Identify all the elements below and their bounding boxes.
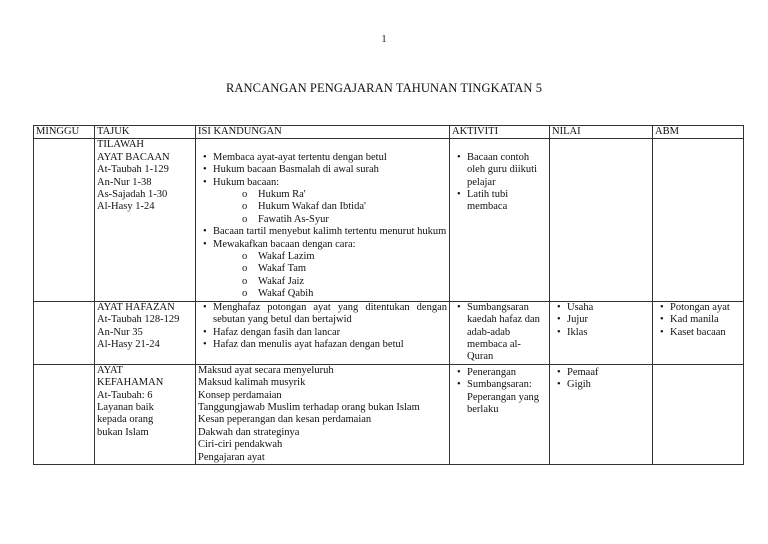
list-item: • Iklas <box>552 327 650 339</box>
table-header-row <box>34 126 744 139</box>
tajuk-line: Al-Hasy 1-24 <box>97 201 155 213</box>
isi-line: Dakwah dan strateginya <box>198 426 300 438</box>
header-tajuk: TAJUK <box>95 126 196 139</box>
isi-line: Kesan peperangan dan kesan perdamaian <box>198 414 372 426</box>
isi-line: Pengajaran ayat <box>198 451 265 463</box>
table-row <box>34 152 744 301</box>
list-item: • Gigih <box>552 379 650 391</box>
list-item: • Mewakafkan bacaan dengan cara: <box>198 239 447 251</box>
tajuk-line: AYAT <box>97 364 123 376</box>
header-isi-kandungan: ISI KANDUNGAN <box>196 126 450 139</box>
list-item: • Kad manila <box>655 314 741 326</box>
header-nilai: NILAI <box>550 126 653 139</box>
sub-list-item: o Hukum Wakaf dan Ibtida' <box>198 201 447 213</box>
header-aktiviti: AKTIVITI <box>450 126 550 139</box>
tajuk-cell <box>95 152 196 301</box>
sub-list-item: o Wakaf Qabih <box>198 288 447 300</box>
list-item: • Membaca ayat-ayat tertentu dengan betul <box>198 152 447 164</box>
list-item: • Hukum bacaan: <box>198 177 447 189</box>
list-item: • Latih tubi membaca <box>452 189 547 214</box>
nilai-cell <box>550 301 653 364</box>
tajuk-cell <box>95 364 196 464</box>
tajuk-line: bukan Islam <box>97 426 149 438</box>
isi-line: Konsep perdamaian <box>198 389 282 401</box>
list-item: • Kaset bacaan <box>655 327 741 339</box>
list-item: • Hukum bacaan Basmalah di awal surah <box>198 164 447 176</box>
tajuk-line: AYAT HAFAZAN <box>97 301 175 313</box>
isi-line: Ciri-ciri pendakwah <box>198 439 283 451</box>
aktiviti-cell <box>450 301 550 364</box>
isi-line: Tanggungjawab Muslim terhadap orang bukan Islam <box>198 401 420 413</box>
tajuk-line: As-Sajadah 1-30 <box>97 189 168 201</box>
table-row <box>34 364 744 464</box>
tajuk-line: Al-Hasy 21-24 <box>97 338 160 350</box>
list-item: • Penerangan <box>452 367 547 379</box>
nilai-cell <box>550 364 653 464</box>
isi-cell <box>196 152 450 301</box>
list-item: • Jujur <box>552 314 650 326</box>
tajuk-line: An-Nur 1-38 <box>97 176 152 188</box>
list-item: • Pemaaf <box>552 367 650 379</box>
isi-cell <box>196 364 450 464</box>
list-item: • Sumbangsaran kaedah hafaz dan adab-adab membaca al-Quran <box>452 302 547 364</box>
sub-list-item: o Wakaf Tam <box>198 263 447 275</box>
header-minggu: MINGGU <box>34 126 95 139</box>
table-row <box>34 139 744 152</box>
list-item: • Hafaz dan menulis ayat hafazan dengan betul <box>198 339 447 351</box>
isi-line: Maksud kalimah musyrik <box>198 377 306 389</box>
tajuk-line: KEFAHAMAN <box>97 377 164 389</box>
tajuk-line: At-Taubah 128-129 <box>97 314 180 326</box>
table-row <box>34 301 744 364</box>
list-item: • Hafaz dengan fasih dan lancar <box>198 327 447 339</box>
tajuk-line: An-Nur 35 <box>97 326 143 338</box>
abm-cell <box>653 301 744 364</box>
tajuk-line: AYAT BACAAN <box>97 151 170 163</box>
sub-list-item: o Hukum Ra' <box>198 189 447 201</box>
aktiviti-cell <box>450 364 550 464</box>
list-item: • Bacaan tartil menyebut kalimh tertentu menurut hukum <box>198 226 447 238</box>
tajuk-line: kepada orang <box>97 414 154 426</box>
tajuk-line: At-Taubah 1-129 <box>97 164 169 176</box>
tajuk-line: At-Taubah: 6 <box>97 389 153 401</box>
list-item: • Bacaan contoh oleh guru diikuti pelajar <box>452 152 547 189</box>
sub-list-item: o Fawatih As-Syur <box>198 214 447 226</box>
sub-list-item: o Wakaf Lazim <box>198 251 447 263</box>
list-item: • Sumbangsaran: Peperangan yang berlaku <box>452 379 547 416</box>
tajuk-line: Layanan baik <box>97 401 154 413</box>
aktiviti-cell <box>450 152 550 301</box>
lesson-plan-table <box>33 125 744 465</box>
list-item: • Potongan ayat <box>655 302 741 314</box>
isi-line: Maksud ayat secara menyeluruh <box>198 364 334 376</box>
tajuk-cell <box>95 301 196 364</box>
list-item: • Menghafaz potongan ayat yang ditentukan dengan sebutan yang betul dan bertajwid <box>198 302 447 327</box>
page-number: 1 <box>381 34 387 45</box>
document-title: RANCANGAN PENGAJARAN TAHUNAN TINGKATAN 5 <box>225 81 543 95</box>
isi-cell <box>196 301 450 364</box>
sub-list-item: o Wakaf Jaiz <box>198 276 447 288</box>
tilawah-label: TILAWAH <box>95 139 196 152</box>
list-item: • Usaha <box>552 302 650 314</box>
header-abm: ABM <box>653 126 744 139</box>
